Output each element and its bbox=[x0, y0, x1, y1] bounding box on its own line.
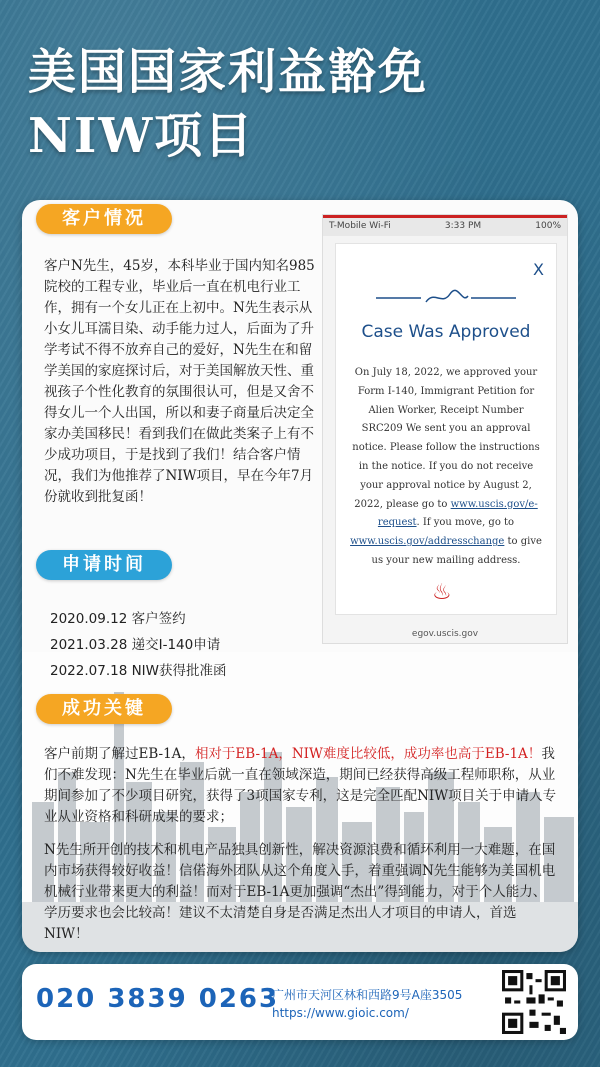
website-link[interactable]: https://www.gioic.com/ bbox=[272, 1006, 409, 1020]
notice-text: . If you move, go to bbox=[416, 517, 515, 529]
close-icon[interactable]: X bbox=[533, 260, 544, 279]
section-tag-client: 客户情况 bbox=[36, 204, 172, 234]
notice-body bbox=[348, 364, 544, 571]
timeline-item: 2020.09.12 客户签约 bbox=[50, 611, 186, 627]
phone-status-bar bbox=[323, 215, 567, 236]
signature-icon bbox=[376, 288, 516, 308]
key-paragraph-2: N先生所开创的技术和机电产品独具创新性，解决资源浪费和循环利用一大难题，在国内市场获得较好收益！信偌海外团队从这个角度入手，着重强调N先生能够为美国机电机械行业带来更大的利益！而对于EB-1A更加强调“杰出”得到能力，对于个人能力、学历要求也会比较高！建议不太清楚自身是否满足杰出人才项目的申请人，首选NIW！ bbox=[44, 842, 556, 942]
key-text: 客户前期了解过EB-1A， bbox=[44, 746, 195, 762]
e-request-link[interactable]: www.uscis.gov/e-request bbox=[377, 498, 538, 529]
qr-code-icon[interactable] bbox=[502, 970, 566, 1034]
notice-text: to give us your new mailing address. bbox=[371, 536, 542, 566]
key-paragraph-1 bbox=[44, 744, 558, 828]
approval-notice-card bbox=[335, 243, 557, 615]
key-highlight-text: 相对于EB-1A，NIW难度比较低，成功率也高于EB-1A！ bbox=[194, 746, 542, 762]
time-label: 3:33 PM bbox=[444, 221, 482, 231]
client-description: 客户N先生，45岁，本科毕业于国内知名985院校的工程专业，毕业后一直在机电行业工作，拥有一个女儿正在上初中。N先生表示从小女儿耳濡目染、动手能力过人，后面为了升学考试不得不放弃自己的爱好，N先生在和留学美国的家庭探讨后，对于美国解放天性、重视孩子个性化教育的氛围很认可，但是又舍不得女儿一个人出国，所以和妻子商量后决定全家办美国移民！看到我们在做此类案子上有不少成功项目，于是找到了我们！结合客户情况，我们为他推荐了NIW项目，早在今年7月份就收到批复函！ bbox=[44, 258, 315, 505]
title-line-1: 美国国家利益豁免 bbox=[28, 44, 429, 100]
timeline-item: 2022.07.18 NIW获得批准函 bbox=[50, 663, 227, 679]
notice-text: On July 18, 2022, we approved your Form I-140, Immigrant Petition for Alien Worker, Receipt Number SRC209 bbox=[354, 367, 538, 435]
timeline-list bbox=[50, 606, 227, 684]
address-text: 广州市天河区林和西路9号A座3505 bbox=[272, 988, 463, 1002]
carrier-label: T-Mobile Wi-Fi bbox=[329, 221, 391, 231]
key-text: 我们不难发现：N先生在毕业后就一直在领域深造，期间已经获得高级工程师职称，从业期间参加了不少项目研究，获得了3项国家专利，这是完全匹配NIW项目关于申请人专业从业资格和科研成果的要求； bbox=[44, 746, 557, 825]
battery-label: 100% bbox=[535, 221, 561, 231]
notice-text: We sent you an approval notice. Please follow the instructions in the notice. If you do not receive your approval notice by August 2, 2022, please go to bbox=[352, 423, 540, 510]
content-card bbox=[22, 200, 578, 952]
address-change-link[interactable]: www.uscis.gov/addresschange bbox=[350, 536, 505, 548]
poster-title bbox=[28, 40, 588, 168]
timeline-item: 2021.03.28 递交I-140申请 bbox=[50, 637, 221, 653]
notice-heading: Case Was Approved bbox=[361, 322, 531, 342]
title-line-2: NIW项目 bbox=[28, 108, 255, 164]
contact-footer bbox=[22, 964, 578, 1040]
phone-screenshot bbox=[322, 214, 568, 644]
phone-number[interactable]: 020 3839 0263 bbox=[36, 984, 280, 1014]
torch-icon: ♨ bbox=[432, 580, 452, 605]
section-tag-timeline: 申请时间 bbox=[36, 550, 172, 580]
section-tag-key: 成功关键 bbox=[36, 694, 172, 724]
browser-url: egov.uscis.gov bbox=[411, 629, 479, 639]
